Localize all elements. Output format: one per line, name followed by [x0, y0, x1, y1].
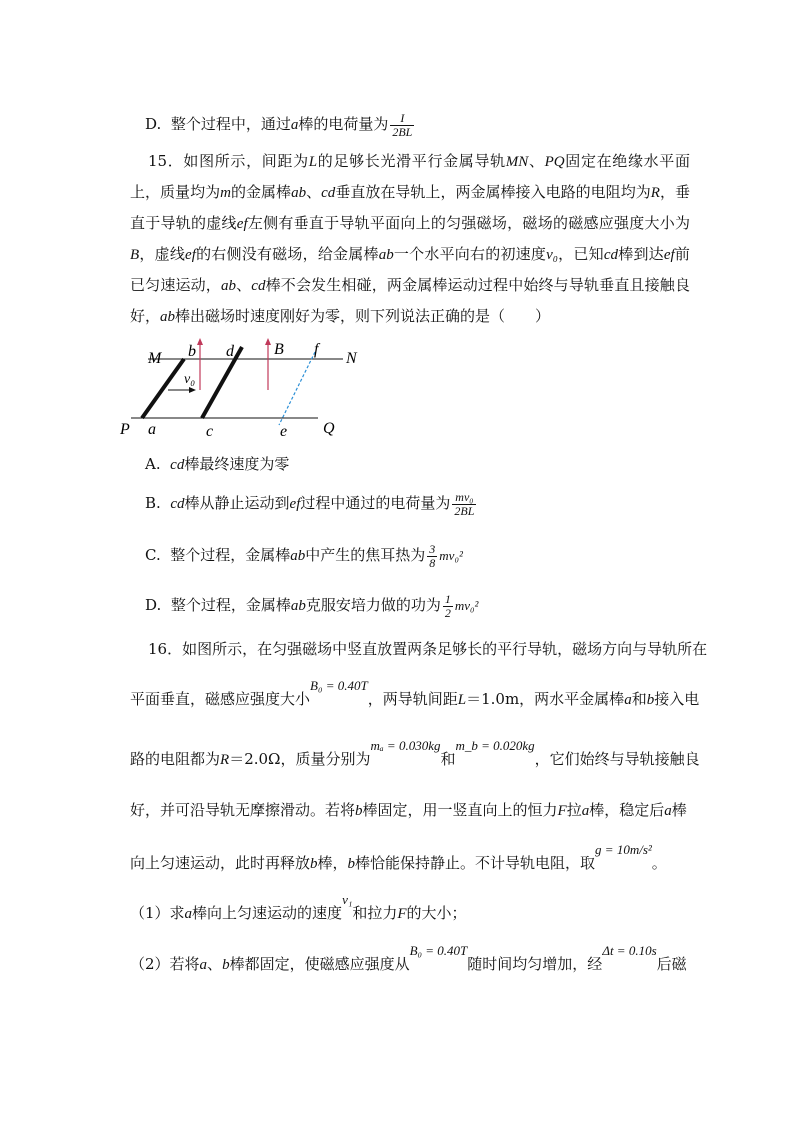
- label-a: a: [148, 421, 156, 438]
- variable: F: [557, 803, 567, 819]
- line-text: 拉: [566, 801, 582, 819]
- line-text: 棒，稳定后: [589, 801, 665, 819]
- stem-text: 、: [528, 152, 545, 170]
- stem-text: 左侧有垂直于导轨平面向上的匀强磁场，磁场的磁感应强度大小为: [247, 214, 690, 232]
- variable: ab: [378, 247, 394, 263]
- variable: cd: [603, 247, 619, 263]
- variable: b: [355, 803, 363, 819]
- stem-text: ，虚线: [139, 245, 186, 263]
- variable: PQ: [544, 154, 565, 170]
- label-d: d: [226, 343, 234, 360]
- stem-text: 前已匀速运动，: [130, 245, 690, 294]
- label-c: c: [206, 423, 214, 438]
- q16-line5: 向上匀速运动，此时再释放b棒，b棒恰能保持静止。不计导轨电阻，取g = 10m/s²。: [130, 842, 667, 872]
- variable: R: [650, 185, 660, 201]
- fraction: $\frac{3}{8}$: [429, 542, 436, 570]
- q16-line1: 16．如图所示，在匀强磁场中竖直放置两条足够长的平行导轨，磁场方向与导轨所在: [148, 640, 708, 658]
- q16-sub1: （1）求a棒向上匀速运动的速度v₁和拉力F的大小；: [130, 892, 467, 922]
- q15-option-d: D. 整个过程，金属棒ab克服安培力做的功为 $\frac{1}{2}$ mv₀²: [145, 592, 479, 620]
- stem-text: 、: [235, 276, 252, 294]
- q15-option-c: C. 整个过程，金属棒ab中产生的焦耳热为 $\frac{3}{8}$ mv₀²: [145, 542, 463, 570]
- stem-text: 的金属棒: [230, 183, 292, 201]
- fraction: $\frac{1}{2}$: [444, 592, 451, 620]
- stem-text: 棒不会发生相碰，两金属棒运动过程中始终与导轨垂直且接触良好，: [130, 276, 690, 325]
- stem-text: 棒到达: [618, 245, 664, 263]
- q16-line4: [130, 803, 687, 819]
- stem-text: 15．如图所示，间距为: [148, 152, 309, 170]
- variable: ef: [236, 216, 248, 232]
- variable: cd: [321, 185, 336, 201]
- label-P: P: [120, 421, 130, 438]
- variable: a: [581, 803, 590, 819]
- variable: ab: [220, 278, 236, 294]
- label-f: f: [314, 341, 319, 358]
- stem-text: 固定在绝缘水平面上，质量均为: [130, 152, 690, 201]
- fraction: $\frac{I}{2BL}$: [392, 111, 413, 139]
- q15-option-a: A. cd棒最终速度为零: [145, 455, 290, 473]
- boundary-ef: [279, 352, 315, 425]
- variable: ef: [663, 247, 675, 263]
- variable: a: [664, 803, 672, 819]
- variable: B: [130, 247, 140, 263]
- q16-sub2: （2）若将a、b棒都固定，使磁感应强度从B₀ = 0.40T随时间均匀增加，经Δt = 0.10s后磁: [130, 943, 687, 973]
- variable: v₀: [546, 247, 558, 263]
- velocity-arrow-head: [189, 387, 196, 393]
- variable: L: [308, 154, 318, 170]
- stem-text: 垂直放在导轨上，两金属棒接入电路的电阻均为: [335, 183, 651, 201]
- q15-figure: [118, 338, 358, 438]
- rod-cd: [202, 347, 242, 418]
- q15-stem: [130, 146, 690, 332]
- variable: m: [220, 185, 231, 201]
- q14-option-d: D. 整个过程中，通过a棒的电荷量为 $\frac{I}{2BL}$: [145, 111, 413, 139]
- stem-text: 的右侧没有磁场，给金属棒: [195, 245, 379, 263]
- q15-option-b: B. cd棒从静止运动到ef过程中通过的电荷量为 $\frac{\text{mv₀}}{2BL}$: [145, 490, 475, 518]
- variable: cd: [251, 278, 266, 294]
- stem-text: 、: [306, 183, 322, 201]
- label-N: N: [346, 350, 357, 367]
- fraction: $\frac{\text{mv₀}}{2BL}$: [454, 490, 475, 518]
- rod-ab: [142, 359, 184, 418]
- q16-line2: 平面垂直，磁感应强度大小B₀ = 0.40T，两导轨间距L＝1.0m，两水平金属棒a和b接入电: [130, 678, 700, 708]
- line-text: 棒: [671, 801, 687, 819]
- field-arrow-1-head: [197, 338, 203, 345]
- variable: ef: [185, 247, 196, 263]
- variable: ab: [160, 309, 176, 325]
- label-B: B: [274, 341, 284, 358]
- stem-text: 的足够长光滑平行金属导轨: [317, 152, 506, 170]
- label-Q: Q: [323, 420, 335, 437]
- label-b: b: [188, 343, 196, 360]
- q16-line3: 路的电阻都为R＝2.0Ω，质量分别为mₐ = 0.030kg和m_b = 0.020kg，它们始终与导轨接触良: [130, 738, 700, 768]
- stem-text: ，垂直于导轨的虚线: [130, 183, 690, 232]
- stem-text: 一个水平向右的初速度: [393, 245, 547, 263]
- label-v0: v₀: [184, 372, 196, 387]
- label-e: e: [280, 423, 288, 438]
- stem-text: 棒出磁场时速度刚好为零，则下列说法正确的是（ ）: [175, 307, 551, 325]
- option-label: D.: [145, 115, 162, 134]
- stem-text: ，已知: [557, 245, 604, 263]
- line-text: 好，并可沿导轨无摩擦滑动。若将: [130, 801, 356, 819]
- field-arrow-2-head: [265, 338, 271, 345]
- line-text: 棒固定，用一竖直向上的恒力: [362, 801, 558, 819]
- variable: ab: [291, 185, 307, 201]
- label-M: M: [148, 350, 162, 367]
- variable: MN: [505, 154, 529, 170]
